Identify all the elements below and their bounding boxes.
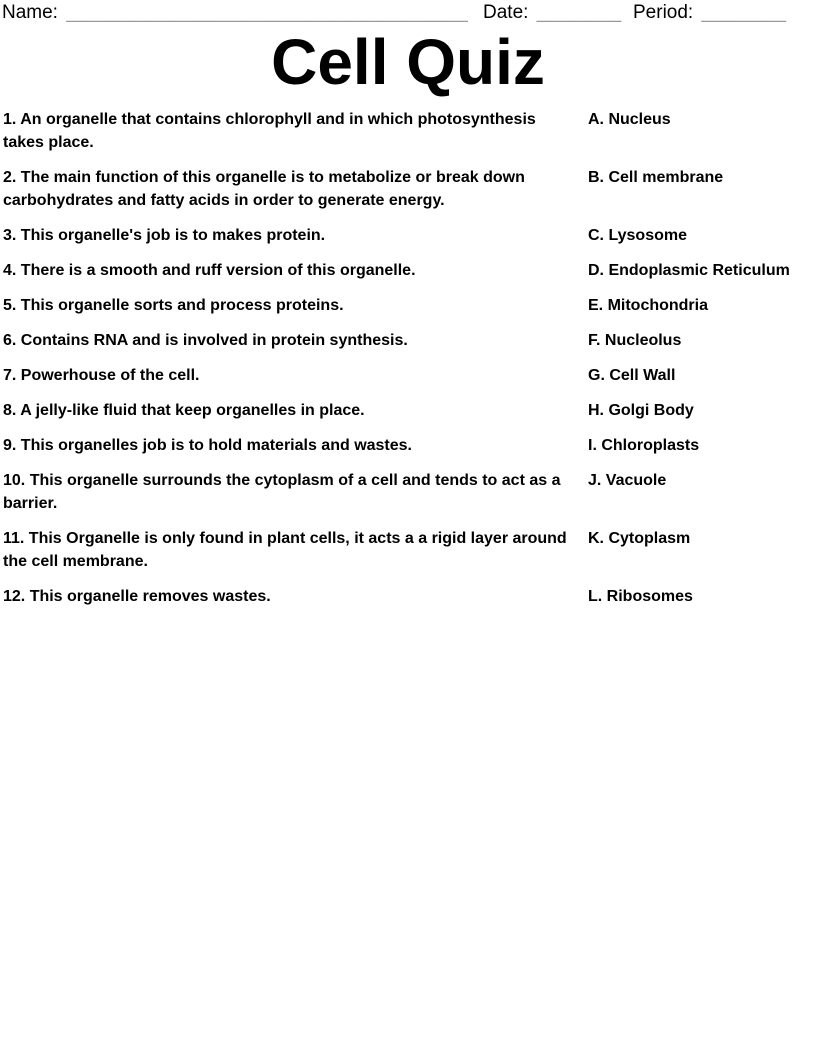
quiz-row bbox=[3, 527, 816, 573]
date-field bbox=[483, 0, 621, 26]
answer-option: E. Mitochondria bbox=[588, 297, 708, 314]
quiz-row bbox=[3, 294, 816, 317]
page-title: Cell Quiz bbox=[271, 26, 545, 98]
period-blank-line: ________ bbox=[701, 2, 787, 23]
answer-option: L. Ribosomes bbox=[588, 588, 693, 605]
answer-option: I. Chloroplasts bbox=[588, 437, 700, 454]
answer-option: A. Nucleus bbox=[588, 111, 671, 128]
quiz-row bbox=[3, 585, 816, 608]
quiz-row bbox=[3, 469, 816, 515]
date-blank-line: ________ bbox=[536, 2, 622, 23]
quiz-row bbox=[3, 224, 816, 247]
answer-option: K. Cytoplasm bbox=[588, 530, 691, 547]
question-text: 10. This organelle surrounds the cytoplasm of a cell and tends to act as a barrier. bbox=[3, 472, 561, 512]
question-text: 11. This Organelle is only found in plant cells, it acts a a rigid layer around the cell membrane. bbox=[3, 530, 567, 570]
answer-option: B. Cell membrane bbox=[588, 169, 724, 186]
question-text: 9. This organelles job is to hold materials and wastes. bbox=[3, 437, 412, 454]
quiz-row bbox=[3, 364, 816, 387]
name-label: Name: bbox=[2, 2, 58, 23]
quiz-row bbox=[3, 259, 816, 282]
quiz-row bbox=[3, 434, 816, 457]
period-field bbox=[633, 0, 786, 26]
quiz-row bbox=[3, 108, 816, 154]
quiz-row bbox=[3, 329, 816, 352]
answer-option: G. Cell Wall bbox=[588, 367, 676, 384]
question-text: 2. The main function of this organelle is to metabolize or break down carbohydrates and fatty acids in order to generate energy. bbox=[3, 169, 525, 209]
answer-option: J. Vacuole bbox=[588, 472, 667, 489]
answer-option: F. Nucleolus bbox=[588, 332, 682, 349]
question-text: 5. This organelle sorts and process proteins. bbox=[3, 297, 344, 314]
name-field bbox=[2, 0, 468, 26]
question-text: 3. This organelle's job is to makes protein. bbox=[3, 227, 326, 244]
question-text: 1. An organelle that contains chlorophyll and in which photosynthesis takes place. bbox=[3, 111, 536, 151]
answer-option: C. Lysosome bbox=[588, 227, 687, 244]
question-text: 7. Powerhouse of the cell. bbox=[3, 367, 200, 384]
question-text: 12. This organelle removes wastes. bbox=[3, 588, 271, 605]
period-label: Period: bbox=[633, 2, 694, 23]
quiz-row bbox=[3, 399, 816, 422]
date-label: Date: bbox=[483, 2, 529, 23]
question-text: 8. A jelly-like fluid that keep organelles in place. bbox=[3, 402, 365, 419]
quiz-row bbox=[3, 166, 816, 212]
sheet-header bbox=[0, 0, 816, 26]
quiz-list bbox=[0, 108, 816, 608]
answer-option: D. Endoplasmic Reticulum bbox=[588, 262, 790, 279]
question-text: 6. Contains RNA and is involved in protein synthesis. bbox=[3, 332, 408, 349]
answer-option: H. Golgi Body bbox=[588, 402, 694, 419]
name-blank-line: ______________________________________ bbox=[66, 2, 468, 23]
question-text: 4. There is a smooth and ruff version of this organelle. bbox=[3, 262, 416, 279]
